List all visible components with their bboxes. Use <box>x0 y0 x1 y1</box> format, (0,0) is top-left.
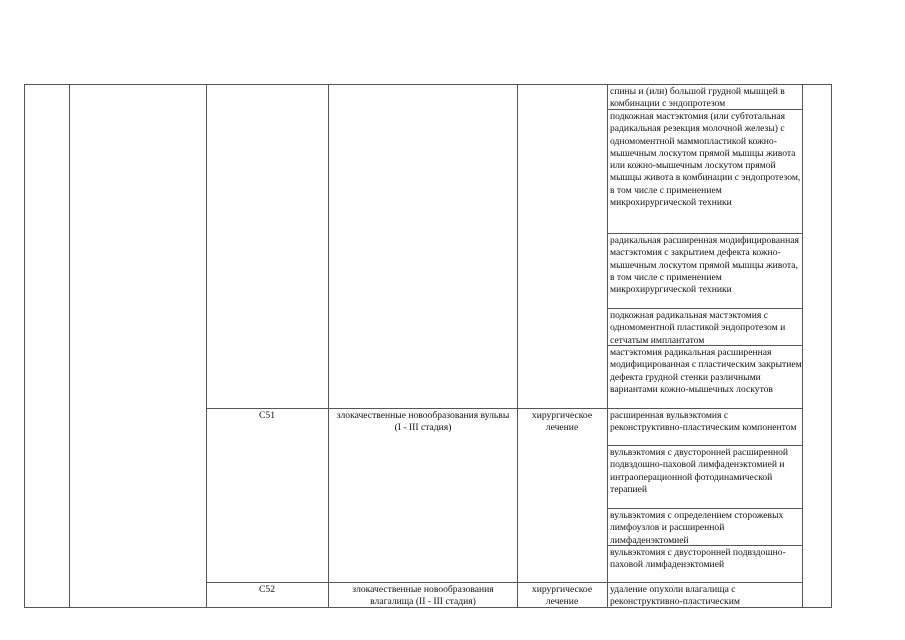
procedure-cell: подкожная мастэктомия (или субтотальная радикальная резекция молочной железы) с одномоментной маммопластикой кожно-мышечным лоскутом прямой мышцы живота или кожно-мышечным лоскутом прямой мышцы живота в комбинации с эндопротезом, в том числе с применением микрохирургической техники <box>610 111 801 209</box>
procedure-cell: мастэктомия радикальная расширенная модифицированная с пластическим закрытием дефекта грудной стенки различными вариантами кожно-мышечных лоскутов <box>610 347 802 395</box>
procedure-cell: вульвэктомия с определением сторожевых лимфоузлов и расширенной лимфаденэктомией <box>610 510 784 546</box>
column-border <box>24 84 25 608</box>
column-border <box>206 84 207 608</box>
treatment-type: хирургическое лечение <box>531 410 593 434</box>
procedure-cell: удаление опухоли влагалища с реконструктивно-пластическим <box>610 584 740 608</box>
column-border <box>607 84 608 608</box>
table-top-border <box>24 84 832 85</box>
column-border <box>69 84 70 608</box>
procedure-cell: радикальная расширенная модифицированная мастэктомия с закрытием дефекта кожно-мышечным лоскутом прямой мышцы живота, в том числе с применением микрохирургической техники <box>610 235 799 296</box>
row-divider-c51 <box>206 408 802 409</box>
diagnosis: злокачественные новообразования влагалища (II - III стадия) <box>352 584 494 608</box>
procedure-divider <box>607 445 802 446</box>
procedure-divider <box>607 233 802 234</box>
procedure-cell: спины и (или) большой грудной мышцей в комбинации с эндопротезом <box>610 86 785 110</box>
procedure-cell: расширенная вульвэктомия с реконструктивно-пластическим компонентом <box>610 410 797 434</box>
procedure-divider <box>607 308 802 309</box>
treatment-type: хирургическое лечение <box>531 584 593 608</box>
column-border <box>328 84 329 608</box>
procedure-cell: подкожная радикальная мастэктомия с одномоментной пластикой эндопротезом и сетчатым имплантатом <box>610 310 786 346</box>
diagnosis: злокачественные новообразования вульвы (I - III стадия) <box>336 410 510 434</box>
procedure-cell: вульвэктомия с двусторонней подвздошно-паховой лимфаденэктомией <box>610 547 786 571</box>
column-border <box>517 84 518 608</box>
column-border <box>802 84 803 608</box>
procedure-divider <box>607 508 802 509</box>
column-border <box>831 84 832 608</box>
icd-code: C51 <box>259 410 275 421</box>
procedure-cell: вульвэктомия с двусторонней расширенной подвздошно-паховой лимфаденэктомией и интраоперационной фотодинамической терапией <box>610 447 789 495</box>
row-divider-c52 <box>206 582 802 583</box>
icd-code: C52 <box>259 584 275 595</box>
